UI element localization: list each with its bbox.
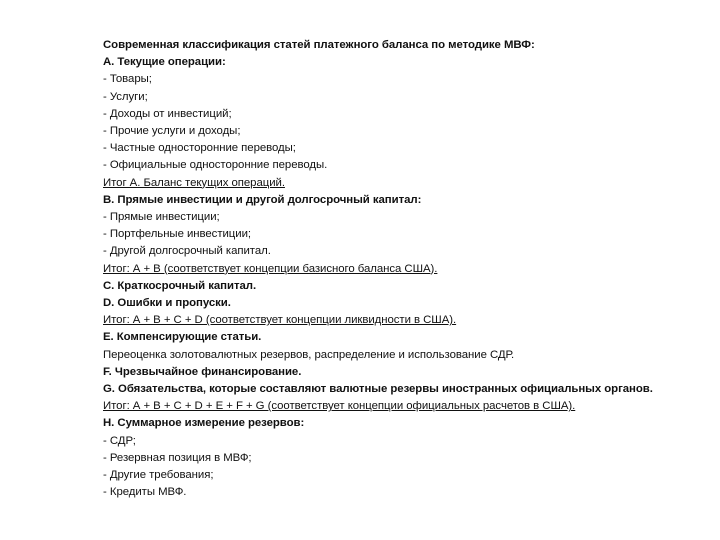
document-body (103, 37, 703, 501)
list-item: - Прочие услуги и доходы; (103, 125, 241, 138)
list-item: - Товары; (103, 73, 152, 86)
document-title: Современная классификация статей платежного баланса по методике МВФ: (103, 39, 535, 51)
list-item: - Другой долгосрочный капитал. (103, 245, 271, 258)
section-heading-d: D. Ошибки и пропуски. (103, 297, 231, 310)
section-heading-h: Н. Суммарное измерение резервов: (103, 417, 305, 430)
list-item: - Прямые инвестиции; (103, 211, 220, 224)
total-line-a: Итог А. Баланс текущих операций. (103, 176, 285, 189)
section-heading-f: F. Чрезвычайное финансирование. (103, 365, 302, 378)
list-item: - Портфельные инвестиции; (103, 228, 252, 241)
total-line-ab: Итог: А + В (соответствует концепции базисного баланса США). (103, 262, 438, 275)
section-heading-b: В. Прямые инвестиции и другой долгосрочный капитал: (103, 193, 422, 206)
total-line-abcdefg: Итог: А + В + С + D + Е + F + G (соответствует концепции официальных расчетов в США). (103, 400, 576, 413)
list-item: - Частные односторонние переводы; (103, 142, 296, 155)
section-heading-e: Е. Компенсирующие статьи. (103, 331, 262, 344)
list-item: - Другие требования; (103, 469, 214, 482)
section-text-e: Переоценка золотовалютных резервов, распределение и использование СДР. (103, 348, 515, 361)
section-heading-g: G. Обязательства, которые составляют валютные резервы иностранных официальных органов. (103, 383, 653, 396)
list-item: - Официальные односторонние переводы. (103, 159, 328, 172)
section-heading-a: А. Текущие операции: (103, 56, 226, 69)
total-line-abcd: Итог: А + В + С + D (соответствует концепции ликвидности в США). (103, 314, 457, 327)
section-heading-c: С. Краткосрочный капитал. (103, 279, 257, 292)
list-item: - Услуги; (103, 90, 148, 103)
list-item: - Кредиты МВФ. (103, 486, 187, 499)
list-item: - Резервная позиция в МВФ; (103, 451, 252, 464)
list-item: - СДР; (103, 434, 136, 447)
list-item: - Доходы от инвестиций; (103, 107, 232, 120)
